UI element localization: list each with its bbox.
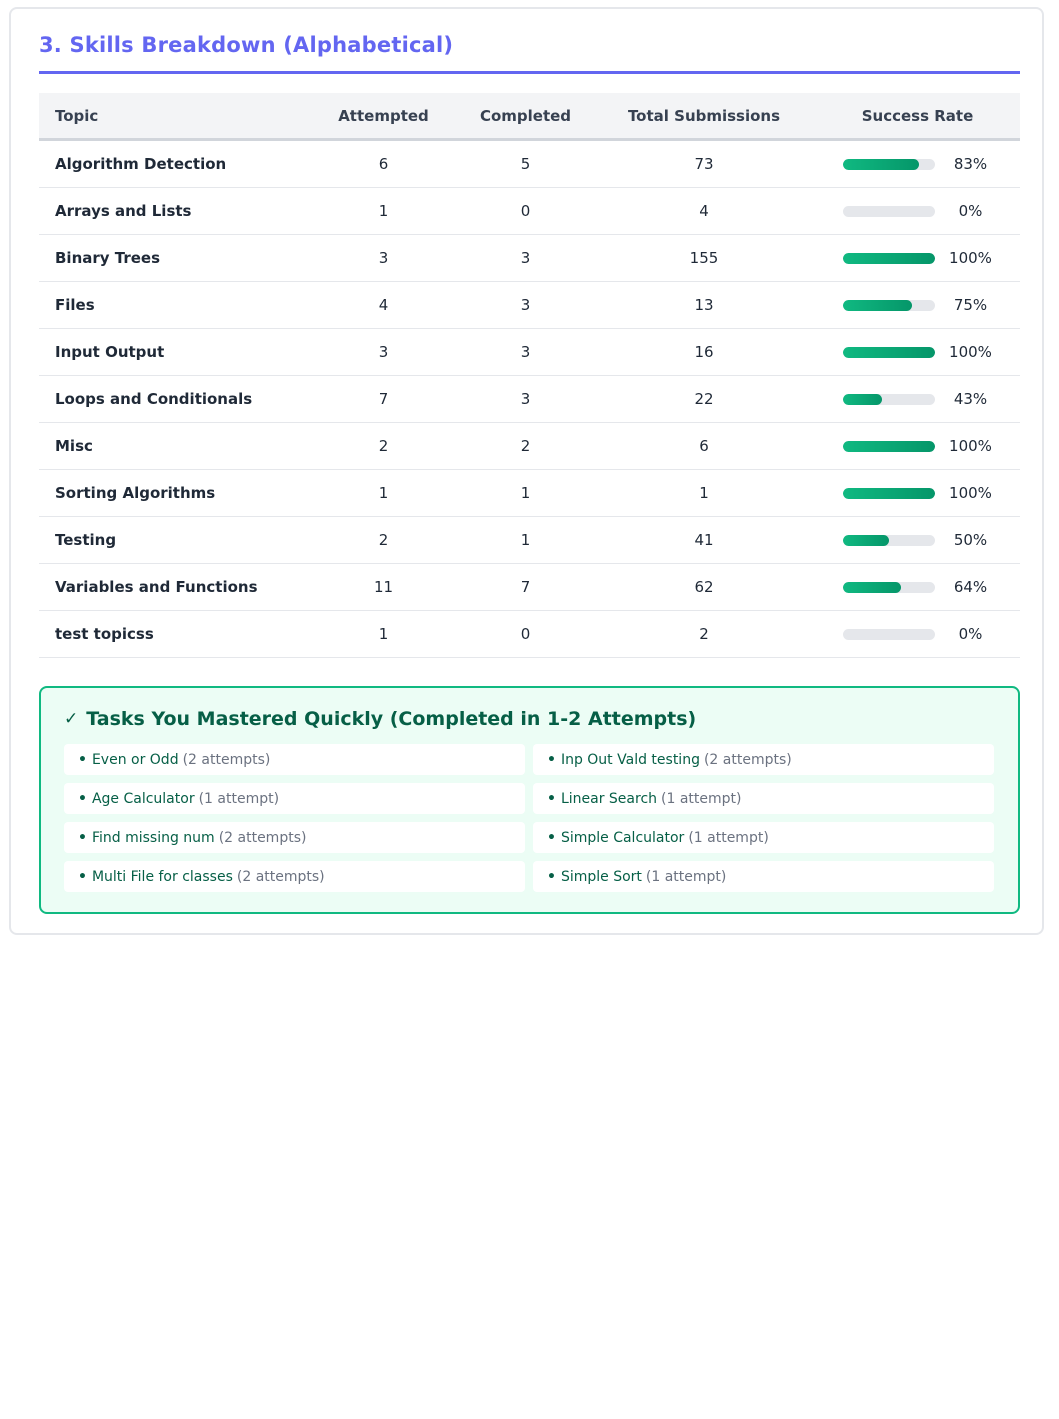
success-rate-percent: 83% [953, 155, 988, 173]
success-rate-bar [843, 206, 935, 217]
cell-completed: 2 [458, 423, 593, 470]
cell-success-rate [815, 517, 1020, 564]
cell-total-submissions: 155 [593, 235, 815, 282]
cell-total-submissions: 22 [593, 376, 815, 423]
table-row [39, 564, 1020, 611]
bullet-icon: • [78, 829, 87, 846]
success-rate-percent: 100% [949, 484, 992, 502]
table-row [39, 188, 1020, 235]
cell-total-submissions: 2 [593, 611, 815, 658]
cell-topic: Variables and Functions [39, 564, 309, 611]
cell-attempted: 2 [309, 517, 458, 564]
success-rate-bar-fill [843, 253, 935, 264]
cell-topic: Arrays and Lists [39, 188, 309, 235]
task-name: Simple Sort [560, 868, 642, 885]
task-attempts: (1 attempt) [645, 868, 727, 885]
table-row [39, 140, 1020, 188]
mastered-title [64, 708, 696, 730]
mastered-task-item [64, 822, 525, 853]
success-rate-percent: 64% [953, 578, 988, 596]
task-attempts: (2 attempts) [182, 751, 271, 768]
success-rate-bar [843, 441, 935, 452]
cell-topic: Loops and Conditionals [39, 376, 309, 423]
mastered-task-item [533, 822, 994, 853]
cell-total-submissions: 41 [593, 517, 815, 564]
cell-total-submissions: 16 [593, 329, 815, 376]
mastered-task-item [533, 744, 994, 775]
success-rate-percent: 0% [958, 625, 983, 643]
task-attempts: (2 attempts) [703, 751, 792, 768]
success-rate-bar [843, 159, 935, 170]
cell-topic: Sorting Algorithms [39, 470, 309, 517]
cell-success-rate [815, 423, 1020, 470]
table-row [39, 517, 1020, 564]
table-row [39, 376, 1020, 423]
task-name: Even or Odd [91, 751, 179, 768]
cell-completed: 3 [458, 282, 593, 329]
task-attempts: (2 attempts) [218, 829, 307, 846]
success-rate-percent: 100% [949, 343, 992, 361]
cell-completed: 1 [458, 470, 593, 517]
mastered-task-grid [64, 744, 995, 892]
task-name: Linear Search [560, 790, 658, 807]
success-rate-bar-fill [843, 159, 919, 170]
success-rate-bar-fill [843, 394, 883, 405]
mastered-task-item [64, 783, 525, 814]
bullet-icon: • [547, 751, 556, 768]
success-rate-bar [843, 300, 935, 311]
cell-success-rate [815, 282, 1020, 329]
task-attempts: (1 attempt) [688, 829, 769, 846]
table-row [39, 235, 1020, 282]
task-attempts: (2 attempts) [236, 868, 325, 885]
table-row [39, 282, 1020, 329]
success-rate-percent: 75% [953, 296, 988, 314]
cell-attempted: 4 [309, 282, 458, 329]
table-row [39, 470, 1020, 517]
table-row [39, 611, 1020, 658]
success-rate-percent: 43% [953, 390, 988, 408]
success-rate-bar-fill [843, 347, 935, 358]
success-rate-percent: 0% [958, 202, 983, 220]
task-attempts: (1 attempt) [661, 790, 742, 807]
task-name: Multi File for classes [91, 868, 233, 885]
mastered-task-item [533, 783, 994, 814]
cell-total-submissions: 6 [593, 423, 815, 470]
section-title: 3. Skills Breakdown (Alphabetical) [39, 33, 454, 57]
task-attempts: (1 attempt) [198, 790, 280, 807]
cell-topic: Misc [39, 423, 309, 470]
success-rate-bar [843, 582, 935, 593]
cell-attempted: 3 [309, 329, 458, 376]
table-row [39, 423, 1020, 470]
cell-attempted: 2 [309, 423, 458, 470]
success-rate-bar [843, 488, 935, 499]
success-rate-bar-fill [843, 582, 902, 593]
cell-success-rate [815, 329, 1020, 376]
cell-attempted: 7 [309, 376, 458, 423]
cell-success-rate [815, 140, 1020, 188]
table-header-row [39, 93, 1020, 140]
cell-topic: Binary Trees [39, 235, 309, 282]
cell-completed: 5 [458, 140, 593, 188]
bullet-icon: • [547, 829, 556, 846]
cell-success-rate [815, 188, 1020, 235]
cell-attempted: 1 [309, 188, 458, 235]
header-total-submissions: Total Submissions [593, 93, 815, 140]
success-rate-bar [843, 347, 935, 358]
success-rate-bar [843, 394, 935, 405]
cell-topic: test topicss [39, 611, 309, 658]
cell-completed: 3 [458, 329, 593, 376]
success-rate-bar-fill [843, 488, 935, 499]
success-rate-bar [843, 629, 935, 640]
cell-completed: 0 [458, 611, 593, 658]
cell-topic: Files [39, 282, 309, 329]
cell-total-submissions: 73 [593, 140, 815, 188]
success-rate-percent: 100% [949, 437, 992, 455]
cell-attempted: 3 [309, 235, 458, 282]
task-name: Inp Out Vald testing [560, 751, 700, 768]
table-row [39, 329, 1020, 376]
cell-total-submissions: 1 [593, 470, 815, 517]
cell-total-submissions: 62 [593, 564, 815, 611]
cell-topic: Input Output [39, 329, 309, 376]
cell-total-submissions: 4 [593, 188, 815, 235]
mastered-task-item [64, 861, 525, 892]
mastered-tasks-panel [39, 686, 1020, 914]
cell-completed: 1 [458, 517, 593, 564]
cell-attempted: 11 [309, 564, 458, 611]
bullet-icon: • [78, 751, 87, 768]
bullet-icon: • [78, 868, 87, 885]
cell-attempted: 1 [309, 611, 458, 658]
mastered-task-item [64, 744, 525, 775]
cell-completed: 3 [458, 376, 593, 423]
success-rate-bar-fill [843, 300, 912, 311]
check-icon: ✓ [64, 709, 79, 729]
cell-topic: Testing [39, 517, 309, 564]
skills-table [39, 93, 1020, 658]
success-rate-bar [843, 253, 935, 264]
success-rate-bar [843, 535, 935, 546]
header-success-rate: Success Rate [815, 93, 1020, 140]
title-divider [39, 71, 1020, 74]
bullet-icon: • [547, 790, 556, 807]
success-rate-bar-fill [843, 535, 889, 546]
task-name: Simple Calculator [560, 829, 685, 846]
bullet-icon: • [78, 790, 87, 807]
cell-completed: 0 [458, 188, 593, 235]
mastered-title-text: Tasks You Mastered Quickly (Completed in 1-2 Attempts) [86, 708, 697, 730]
cell-total-submissions: 13 [593, 282, 815, 329]
task-name: Age Calculator [91, 790, 195, 807]
success-rate-percent: 100% [949, 249, 992, 267]
cell-success-rate [815, 376, 1020, 423]
success-rate-bar-fill [843, 441, 935, 452]
success-rate-percent: 50% [953, 531, 988, 549]
header-completed: Completed [458, 93, 593, 140]
header-topic: Topic [39, 93, 309, 140]
cell-completed: 3 [458, 235, 593, 282]
cell-completed: 7 [458, 564, 593, 611]
header-attempted: Attempted [309, 93, 458, 140]
cell-success-rate [815, 470, 1020, 517]
cell-success-rate [815, 564, 1020, 611]
task-name: Find missing num [91, 829, 215, 846]
cell-success-rate [815, 235, 1020, 282]
cell-attempted: 6 [309, 140, 458, 188]
skills-breakdown-card [9, 7, 1044, 935]
cell-success-rate [815, 611, 1020, 658]
mastered-task-item [533, 861, 994, 892]
cell-attempted: 1 [309, 470, 458, 517]
cell-topic: Algorithm Detection [39, 140, 309, 188]
bullet-icon: • [547, 868, 556, 885]
